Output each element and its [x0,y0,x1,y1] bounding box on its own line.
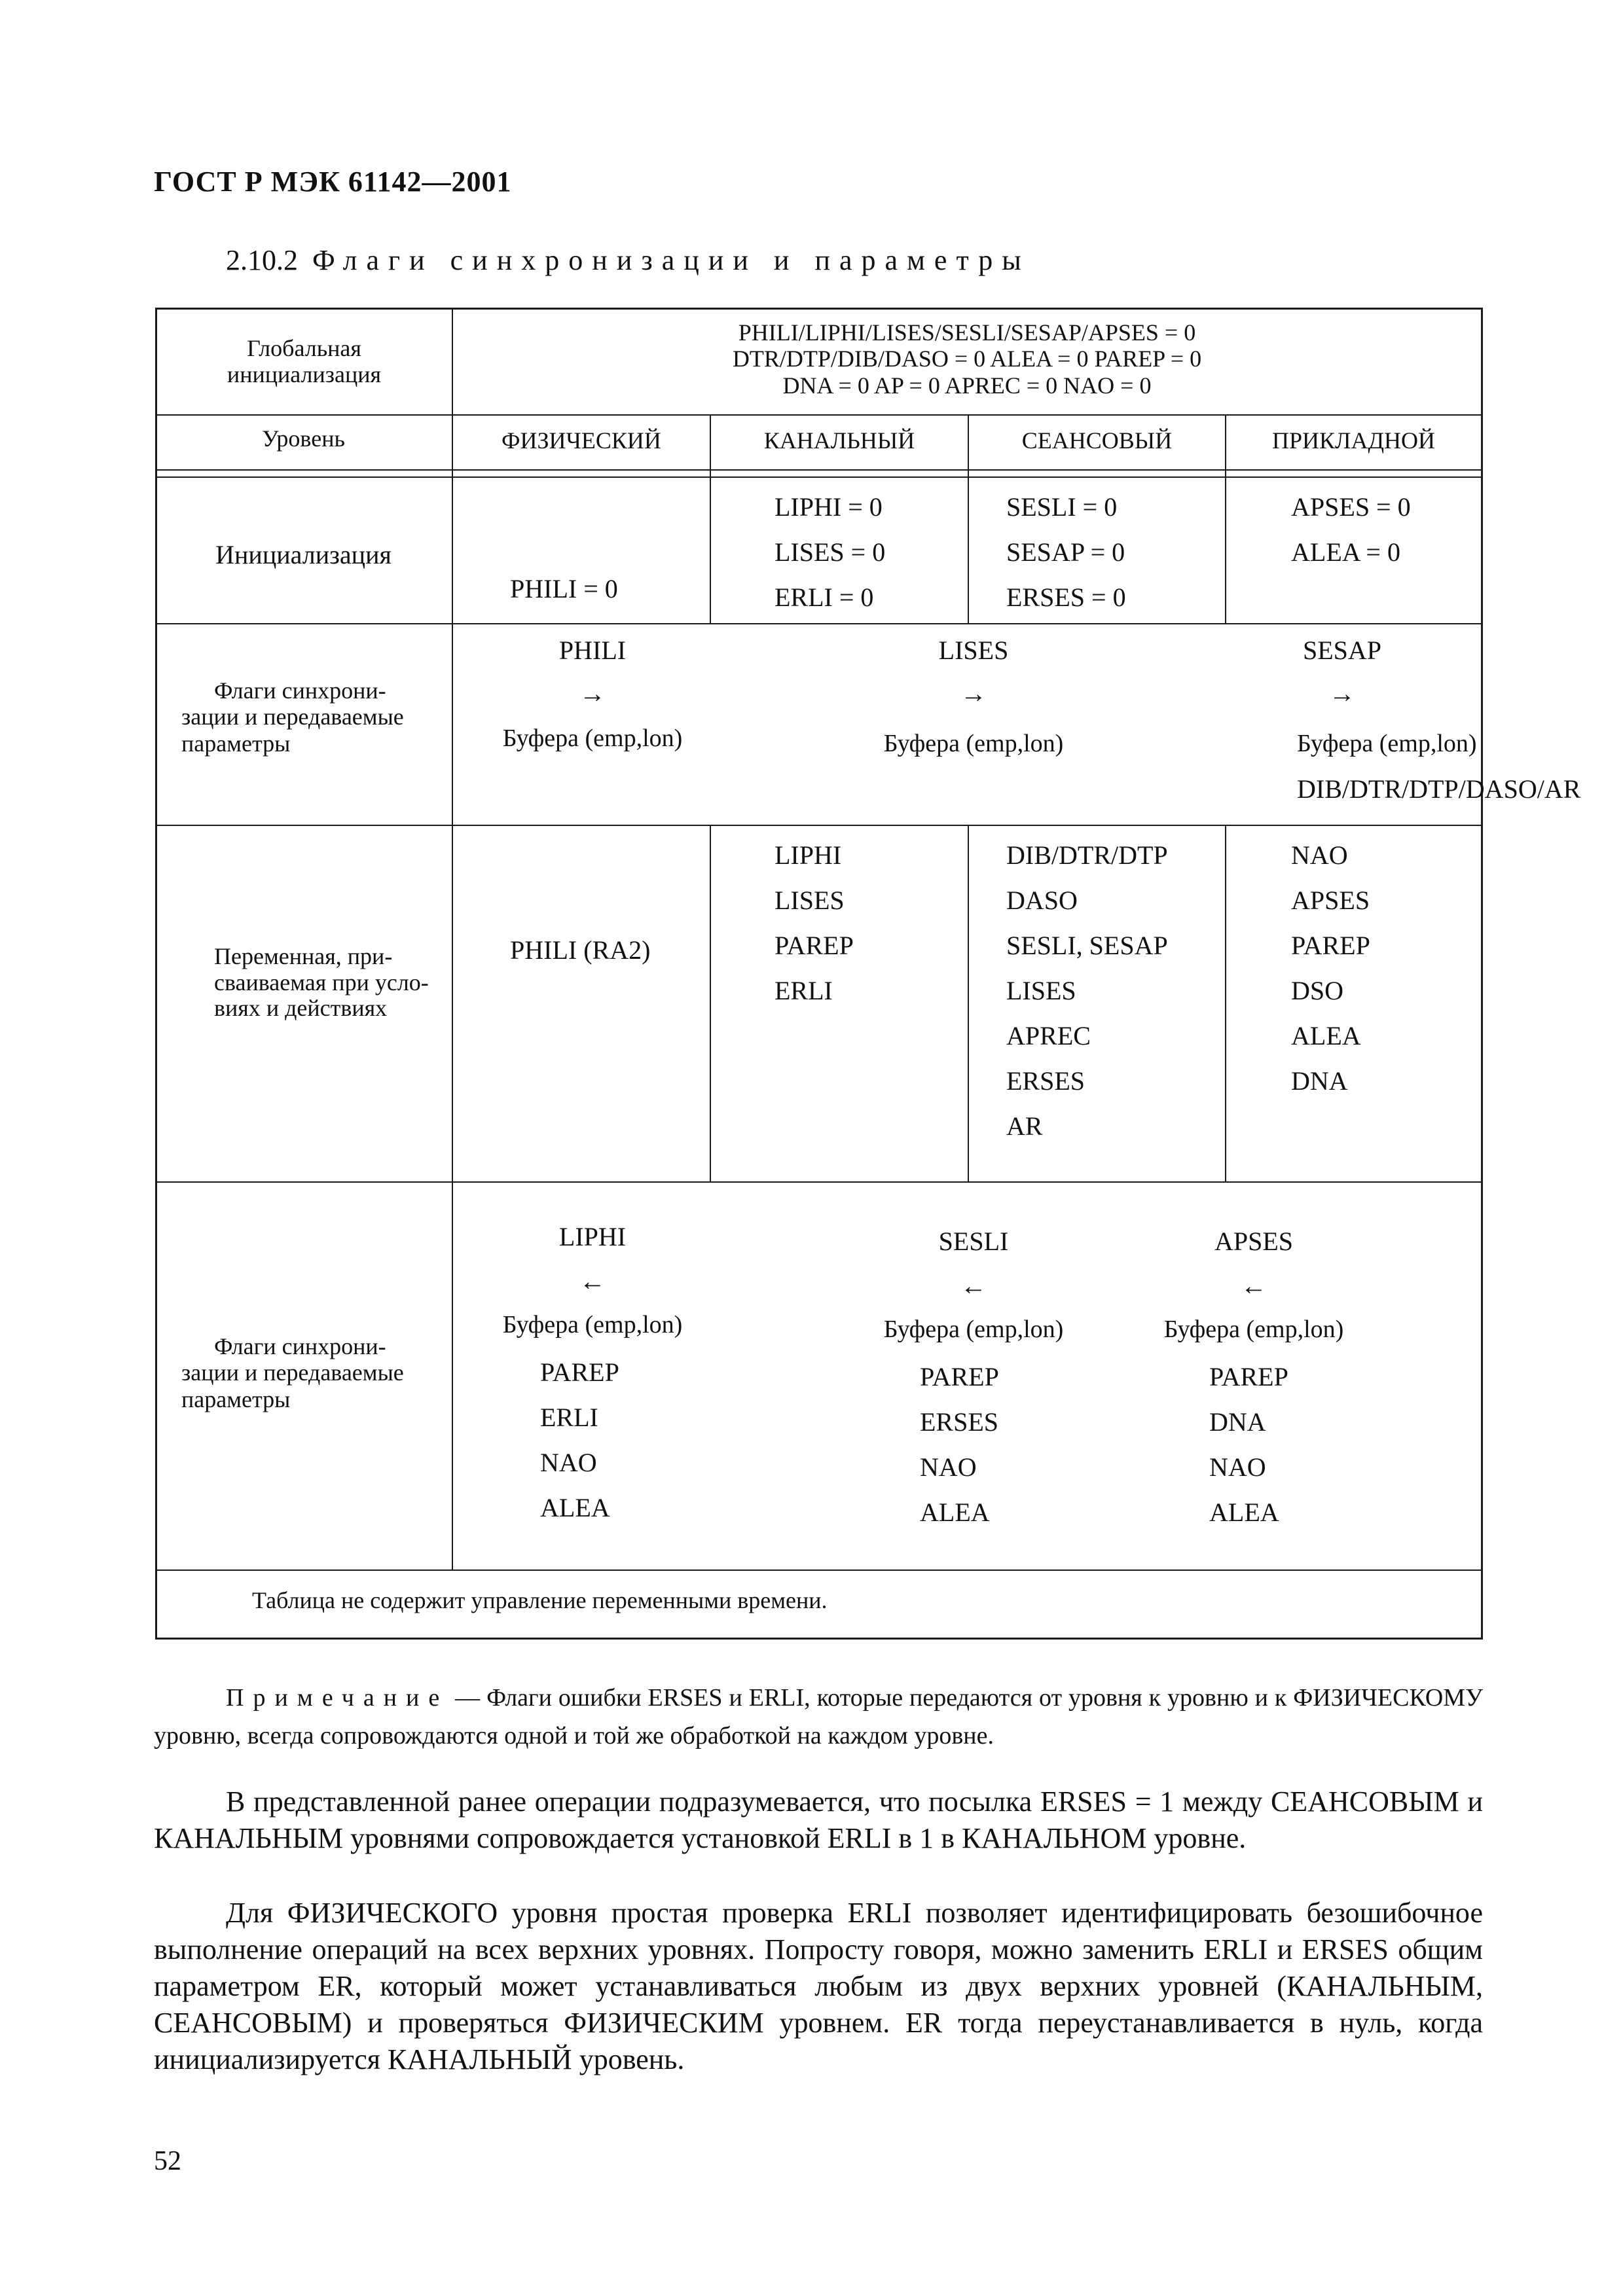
section-title [226,243,1030,277]
init-session [1006,484,1126,620]
buffer-label: Буфера (emp,lon) [502,725,683,752]
right-arrow-icon: → [1329,679,1355,708]
variables-application-item: APSES [1291,886,1370,915]
flags-up-item: PAREP [540,1357,619,1387]
flag-name: LIPHI [558,1222,627,1251]
flags-down-label [181,677,443,757]
flags-up-label-line: зации и передаваемые [181,1359,404,1386]
page-number: 52 [154,2146,181,2176]
global-init-values [453,319,1481,399]
variables-label-line: Переменная, при- [214,943,393,969]
flags-up-item: ALEA [920,1498,990,1527]
sync-flags-table [155,308,1581,1640]
variables-channel [775,833,854,1013]
buffer-label: Буфера (emp,lon) [883,730,1064,757]
variables-application-item: DSO [1291,976,1344,1005]
right-arrow-icon: → [960,679,987,708]
buffer-label: Буфера (emp,lon) [883,1316,1064,1343]
init-label: Инициализация [215,540,392,569]
buffer-label: Буфера (emp,lon) [502,1311,683,1338]
level-label: Уровень [262,425,345,452]
variables-application-item: ALEA [1291,1021,1361,1050]
left-arrow-icon: ← [1241,1271,1267,1300]
flags-up-item: NAO [540,1448,597,1477]
variables-session-item: AR [1006,1111,1043,1141]
level-channel-header: КАНАЛЬНЫЙ [763,427,915,454]
level-application-header: ПРИКЛАДНОЙ [1272,427,1435,454]
level-session-header: СЕАНСОВЫЙ [1021,427,1173,454]
init-session-item: SESLI = 0 [1006,492,1118,522]
variables-label-line: сваиваемая при усло- [214,969,429,996]
variables-application-item: DNA [1291,1066,1348,1096]
variables-application-item: NAO [1291,840,1348,870]
flags-up-label [181,1333,443,1412]
variables-channel-item: LIPHI [775,840,842,870]
global-init-value: DTR/DTP/DIB/DASO = 0 ALEA = 0 PAREP = 0 [732,346,1202,372]
flags-down-label-line: параметры [181,730,291,757]
variables-session-item: APREC [1006,1021,1091,1050]
variables-session-item: LISES [1006,976,1076,1005]
variables-session-item: DASO [1006,886,1078,915]
flags-up-label-line: Флаги синхрони- [214,1333,386,1359]
init-application [1291,484,1411,575]
flags-up-item: PAREP [1209,1362,1288,1391]
note-block [154,1679,1483,1755]
flag-name: LISES [938,636,1009,665]
flags-up-item: ALEA [540,1493,610,1522]
buffer-label: Буфера (emp,lon) [1163,1316,1344,1343]
flags-up-items [1209,1354,1288,1535]
flags-up-item: DNA [1209,1407,1266,1437]
flag-name: SESLI [938,1227,1009,1256]
flags-up-item: ERLI [540,1403,598,1432]
right-arrow-icon: → [579,679,606,708]
variables-application-item: PAREP [1291,931,1370,960]
flags-up-item: NAO [920,1452,977,1482]
body-paragraph: Для ФИЗИЧЕСКОГО уровня простая проверка ERLI позволяет идентифицировать безошибочное выполнение операций на всех верхних уровнях. Попросту говоря, можно заменить ERLI и ERSES общим параметром ER, который может устанавливаться любым из двух верхних уровней (КАНАЛЬНЫМ, СЕАНСОВЫМ) и проверяться ФИЗИЧЕСКИМ уровнем. ER тогда переустанавливается в нуль, когда инициализируется КАНАЛЬНЫЙ уровень. [154,1897,1483,2075]
flag-name: APSES [1214,1227,1294,1256]
variables-physical: PHILI (RA2) [510,935,651,965]
flags-up-item: ERSES [920,1407,999,1437]
init-application-item: ALEA = 0 [1291,537,1400,567]
variables-session [1006,833,1168,1149]
flags-down-label-line: Флаги синхрони- [214,677,386,704]
flag-name: PHILI [558,636,627,665]
variables-label-line: виях и действиях [214,995,388,1022]
buffer-label: Буфера (emp,lon) [1297,730,1477,757]
extra-params: DIB/DTR/DTP/DASO/AR [1297,774,1581,804]
init-channel-item: ERLI = 0 [775,583,874,612]
flags-up-item: ALEA [1209,1498,1279,1527]
variables-channel-item: LISES [775,886,845,915]
left-arrow-icon: ← [960,1271,987,1300]
flags-up-item: NAO [1209,1452,1266,1482]
section-heading: Флаги синхронизации и параметры [312,244,1030,276]
variables-session-item: SESLI, SESAP [1006,931,1168,960]
document-header: ГОСТ Р МЭК 61142—2001 [154,166,512,198]
flags-up-item: PAREP [920,1362,999,1391]
flag-name: SESAP [1302,636,1382,665]
flags-down-label-line: зации и передаваемые [181,704,404,730]
variables-channel-item: ERLI [775,976,833,1005]
init-session-item: ERSES = 0 [1006,583,1126,612]
init-channel [775,484,885,620]
init-channel-item: LISES = 0 [775,537,886,567]
init-physical: PHILI = 0 [510,574,618,603]
global-init-value: DNA = 0 AP = 0 APREC = 0 NAO = 0 [782,372,1152,399]
global-init-value: PHILI/LIPHI/LISES/SESLI/SESAP/APSES = 0 [738,319,1196,346]
variables-application [1291,833,1370,1103]
global-init-label-line: инициализация [227,361,382,388]
variables-channel-item: PAREP [775,931,854,960]
variables-session-item: DIB/DTR/DTP [1006,840,1168,870]
level-physical-header: ФИЗИЧЕСКИЙ [501,427,661,454]
table-footer-note: Таблица не содержит управление переменными времени. [252,1587,828,1613]
global-init-label [181,335,427,388]
flags-up-items [540,1350,619,1530]
section-number: 2.10.2 [226,244,298,276]
global-init-label-line: Глобальная [247,335,361,361]
variables-session-item: ERSES [1006,1066,1085,1096]
flags-up-items [920,1354,999,1535]
note-text: — Флаги ошибки ERSES и ERLI, которые передаются от уровня к уровню и к ФИЗИЧЕСКОМУ уровню, всегда сопровождаются одной и той же обработкой на каждом уровне. [154,1684,1483,1749]
flags-up-label-line: параметры [181,1386,291,1412]
variables-label [214,944,450,1022]
init-session-item: SESAP = 0 [1006,537,1125,567]
init-application-item: APSES = 0 [1291,492,1411,522]
note-lead: Примечание [226,1684,449,1712]
body-paragraph: В представленной ранее операции подразумевается, что посылка ERSES = 1 между СЕАНСОВЫМ и КАНАЛЬНЫМ уровнями сопровождается установкой ERLI в 1 в КАНАЛЬНОМ уровне. [154,1785,1483,1854]
left-arrow-icon: ← [579,1266,606,1296]
init-channel-item: LIPHI = 0 [775,492,883,522]
